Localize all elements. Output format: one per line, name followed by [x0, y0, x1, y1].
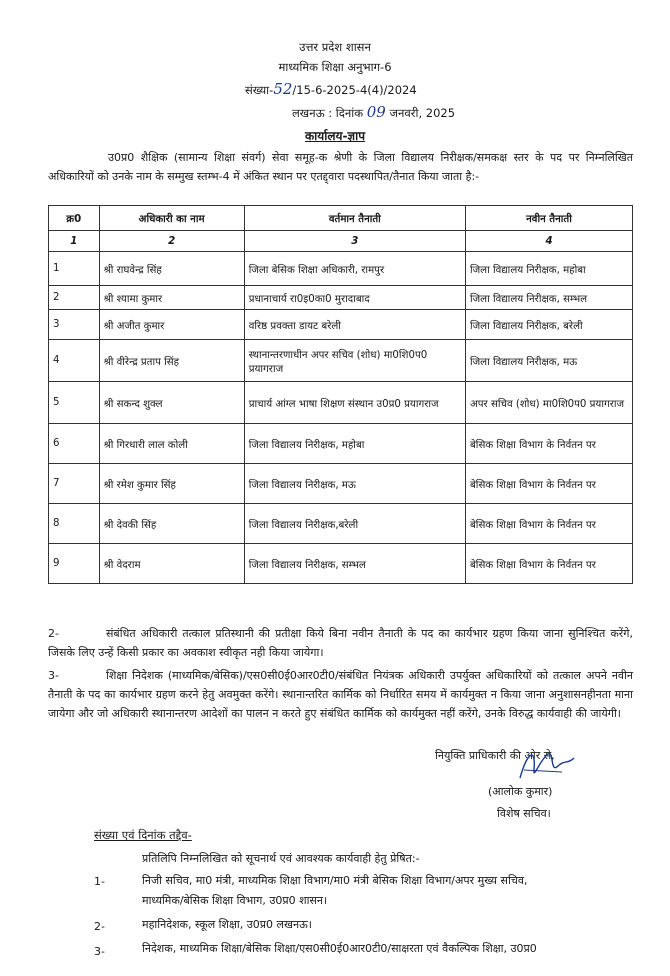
table-row: [49, 252, 633, 286]
cell-new: बेसिक शिक्षा विभाग के निर्वतन पर: [465, 464, 632, 504]
signatory-name: (आलोक कुमार): [488, 785, 553, 798]
cell-sn: 7: [49, 464, 100, 504]
intro-paragraph: उ0प्र0 शैक्षिक (सामान्य शिक्षा संवर्ग) सेवा समूह-क श्रेणी के जिला विद्यालय निरीक्षक/समकक्ष स्तर के पद पर निम्नलिखित अधिकारियों को उनके नाम के सम्मुख स्तम्भ-4 में अंकित स्थान पर एतद्द्वारा पदस्थापित/तैनात किया जाता है:-: [48, 151, 633, 183]
copy-item-line: माध्यमिक/बेसिक शिक्षा विभाग, उ0प्र0 शासन।: [142, 894, 328, 907]
cell-name: श्री सकन्द शुक्ल: [99, 382, 244, 424]
ref-prefix: संख्या-: [245, 83, 274, 97]
table-row: [49, 310, 633, 340]
govt-name: उत्तर प्रदेश शासन: [299, 40, 371, 54]
date-suffix: जनवरी, 2025: [389, 106, 456, 120]
cell-sn: 6: [49, 424, 100, 464]
table-row: [49, 382, 633, 424]
para2-number: 2-: [48, 627, 59, 640]
cell-current: जिला बेसिक शिक्षा अधिकारी, रामपुर: [244, 252, 465, 286]
copy-item-number: 1-: [94, 875, 105, 888]
cell-new: जिला विद्यालय निरीक्षक, मऊ: [465, 340, 632, 382]
cell-name: श्री राघवेन्द्र सिंह: [99, 252, 244, 286]
cell-new: अपर सचिव (शोध) मा0शि0प0 प्रयागराज: [465, 382, 632, 424]
cell-current: प्रधानाचार्य रा0इ0का0 मुरादाबाद: [244, 286, 465, 310]
copy-intro: प्रतिलिपि निम्नलिखित को सूचनार्थ एवं आवश्यक कार्यवाही हेतु प्रेषित:-: [142, 852, 420, 865]
copy-item-number: 2-: [94, 920, 105, 933]
cell-sn: 1: [49, 252, 100, 286]
col-header-sn: क्र0: [49, 206, 100, 231]
col-number: 1: [49, 231, 100, 252]
col-header-name: अधिकारी का नाम: [99, 206, 244, 231]
signing-authority-line: नियुक्ति प्राधिकारी की ओर से,: [435, 749, 555, 762]
ref-suffix: /15-6-2025-4(4)/2024: [292, 83, 417, 97]
table-row: [49, 544, 633, 584]
cell-current: जिला विद्यालय निरीक्षक, सम्भल: [244, 544, 465, 584]
cell-sn: 4: [49, 340, 100, 382]
page-title: कार्यालय-ज्ञाप: [304, 129, 366, 143]
cell-sn: 3: [49, 310, 100, 340]
table-header-row: [49, 206, 633, 231]
cell-new: जिला विद्यालय निरीक्षक, बरेली: [465, 310, 632, 340]
table-row: [49, 504, 633, 544]
paragraph-3: शिक्षा निदेशक (माध्यमिक/बेसिक)/एस0सी0ई0आर0टी0/संबंधित नियंत्रक अधिकारी उपर्युक्त अधिकारियों को तत्काल अपने नवीन तैनाती के पद का कार्यभार ग्रहण करने हेतु अवमुक्त करेंगे। स्थानान्तरित कार्मिक को निर्धारित समय में कार्यमुक्त न किया जाना अनुशासनहीनता माना जायेगा और जो अधिकारी स्थानान्तरण आदेशों का पालन न करते हुए संबंधित कार्मिक को कार्यमुक्त नहीं करेंगे, उनके विरुद्ध कार्यवाही की जायेगी।: [48, 669, 633, 720]
cell-name: श्री रमेश कुमार सिंह: [99, 464, 244, 504]
date-line: [292, 103, 455, 121]
table-row: [49, 424, 633, 464]
copy-item-line: निदेशक, माध्यमिक शिक्षा/बेसिक शिक्षा/एस0सी0ई0आर0टी0/साक्षरता एवं वैकल्पिक शिक्षा, उ0प्र0: [142, 942, 537, 955]
date-day-handwritten: 09: [366, 103, 386, 121]
cell-current: जिला विद्यालय निरीक्षक, महोबा: [244, 424, 465, 464]
copy-item-line: निजी सचिव, मा0 मंत्री, माध्यमिक शिक्षा विभाग/मा0 मंत्री बेसिक शिक्षा विभाग/अपर मुख्य सचिव,: [142, 874, 528, 887]
table-row: [49, 464, 633, 504]
cell-name: श्री वीरेन्द्र प्रताप सिंह: [99, 340, 244, 382]
cell-new: बेसिक शिक्षा विभाग के निर्वतन पर: [465, 504, 632, 544]
paragraph-2: संबंधित अधिकारी तत्काल प्रतिस्थानी की प्रतीक्षा किये बिना नवीन तैनाती के पद का कार्यभार ग्रहण किया जाना सुनिश्चित करेंगे, जिसके लिए उन्हें किसी प्रकार का अवकाश स्वीकृत नही किया जायेगा।: [48, 627, 633, 659]
cell-sn: 5: [49, 382, 100, 424]
table-row: [49, 340, 633, 382]
cell-current: स्थानान्तरणाधीन अपर सचिव (शोध) मा0शि0प0 प्रयागराज: [244, 340, 465, 382]
para3-number: 3-: [48, 669, 59, 682]
copy-heading: संख्या एवं दिनांक तद्दैव-: [94, 828, 192, 842]
cell-name: श्री श्यामा कुमार: [99, 286, 244, 310]
column-number-row: [49, 231, 633, 252]
cell-sn: 9: [49, 544, 100, 584]
date-prefix: लखनऊ : दिनांक: [292, 106, 364, 120]
section-name: माध्यमिक शिक्षा अनुभाग-6: [278, 60, 392, 74]
cell-name: श्री अजीत कुमार: [99, 310, 244, 340]
cell-sn: 8: [49, 504, 100, 544]
signature-mark: [500, 740, 590, 790]
col-number: 3: [244, 231, 465, 252]
col-header-current: वर्तमान तैनाती: [244, 206, 465, 231]
cell-sn: 2: [49, 286, 100, 310]
copy-item-number: 3-: [94, 945, 105, 958]
col-number: 4: [465, 231, 632, 252]
cell-new: बेसिक शिक्षा विभाग के निर्वतन पर: [465, 424, 632, 464]
cell-name: श्री गिरधारी लाल कोली: [99, 424, 244, 464]
cell-name: श्री देवकी सिंह: [99, 504, 244, 544]
cell-new: जिला विद्यालय निरीक्षक, महोबा: [465, 252, 632, 286]
cell-new: जिला विद्यालय निरीक्षक, सम्भल: [465, 286, 632, 310]
reference-number: [245, 80, 417, 98]
cell-current: जिला विद्यालय निरीक्षक, मऊ: [244, 464, 465, 504]
col-header-new: नवीन तैनाती: [465, 206, 632, 231]
cell-current: वरिष्ठ प्रवक्ता डायट बरेली: [244, 310, 465, 340]
posting-table: [48, 205, 633, 584]
table-row: [49, 286, 633, 310]
col-number: 2: [99, 231, 244, 252]
signatory-designation: विशेष सचिव।: [497, 807, 551, 820]
ref-number-handwritten: 52: [273, 80, 293, 98]
cell-new: बेसिक शिक्षा विभाग के निर्वतन पर: [465, 544, 632, 584]
cell-current: जिला विद्यालय निरीक्षक,बरेली: [244, 504, 465, 544]
cell-name: श्री वेदराम: [99, 544, 244, 584]
cell-current: प्राचार्य आंग्ल भाषा शिक्षण संस्थान उ0प्र0 प्रयागराज: [244, 382, 465, 424]
copy-item-line: महानिदेशक, स्कूल शिक्षा, उ0प्र0 लखनऊ।: [142, 918, 312, 931]
